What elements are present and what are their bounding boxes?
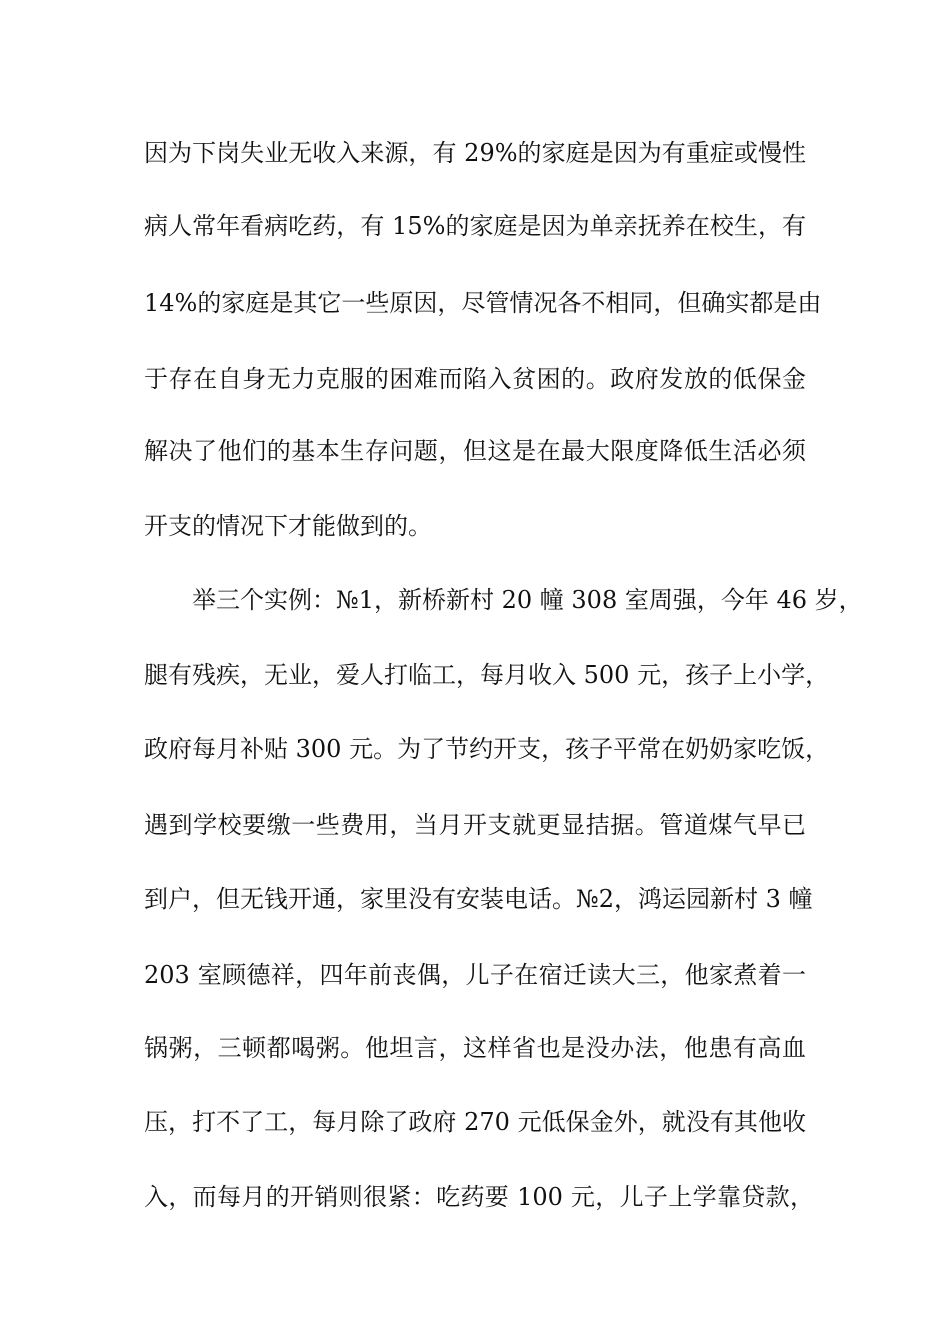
text-line: 解决了他们的基本生存问题，但这是在最大限度降低生活必须	[144, 437, 806, 465]
text-line: 举三个实例：№1，新桥新村 20 幢 308 室周强，今年 46 岁，	[192, 586, 863, 614]
text-line: 入，而每月的开销则很紧：吃药要 100 元，儿子上学靠贷款，	[144, 1183, 814, 1211]
text-line: 腿有残疾，无业，爱人打临工，每月收入 500 元，孩子上小学，	[144, 661, 830, 689]
text-line: 203 室顾德祥，四年前丧偶，儿子在宿迁读大三，他家煮着一	[144, 961, 806, 989]
text-line: 病人常年看病吃药，有 15%的家庭是因为单亲抚养在校生，有	[144, 212, 806, 240]
text-line: 锅粥，三顿都喝粥。他坦言，这样省也是没办法，他患有高血	[144, 1034, 806, 1062]
text-line: 压，打不了工，每月除了政府 270 元低保金外，就没有其他收	[144, 1108, 806, 1136]
text-line: 遇到学校要缴一些费用，当月开支就更显拮据。管道煤气早已	[144, 811, 806, 839]
text-line: 政府每月补贴 300 元。为了节约开支，孩子平常在奶奶家吃饭，	[144, 735, 830, 763]
text-line: 因为下岗失业无收入来源，有 29%的家庭是因为有重症或慢性	[144, 139, 806, 167]
text-line: 开支的情况下才能做到的。	[144, 512, 432, 540]
text-line: 14%的家庭是其它一些原因，尽管情况各不相同，但确实都是由	[144, 289, 822, 317]
text-line: 于存在自身无力克服的困难而陷入贫困的。政府发放的低保金	[144, 365, 806, 393]
text-line: 到户，但无钱开通，家里没有安装电话。№2，鸿运园新村 3 幢	[144, 885, 813, 913]
